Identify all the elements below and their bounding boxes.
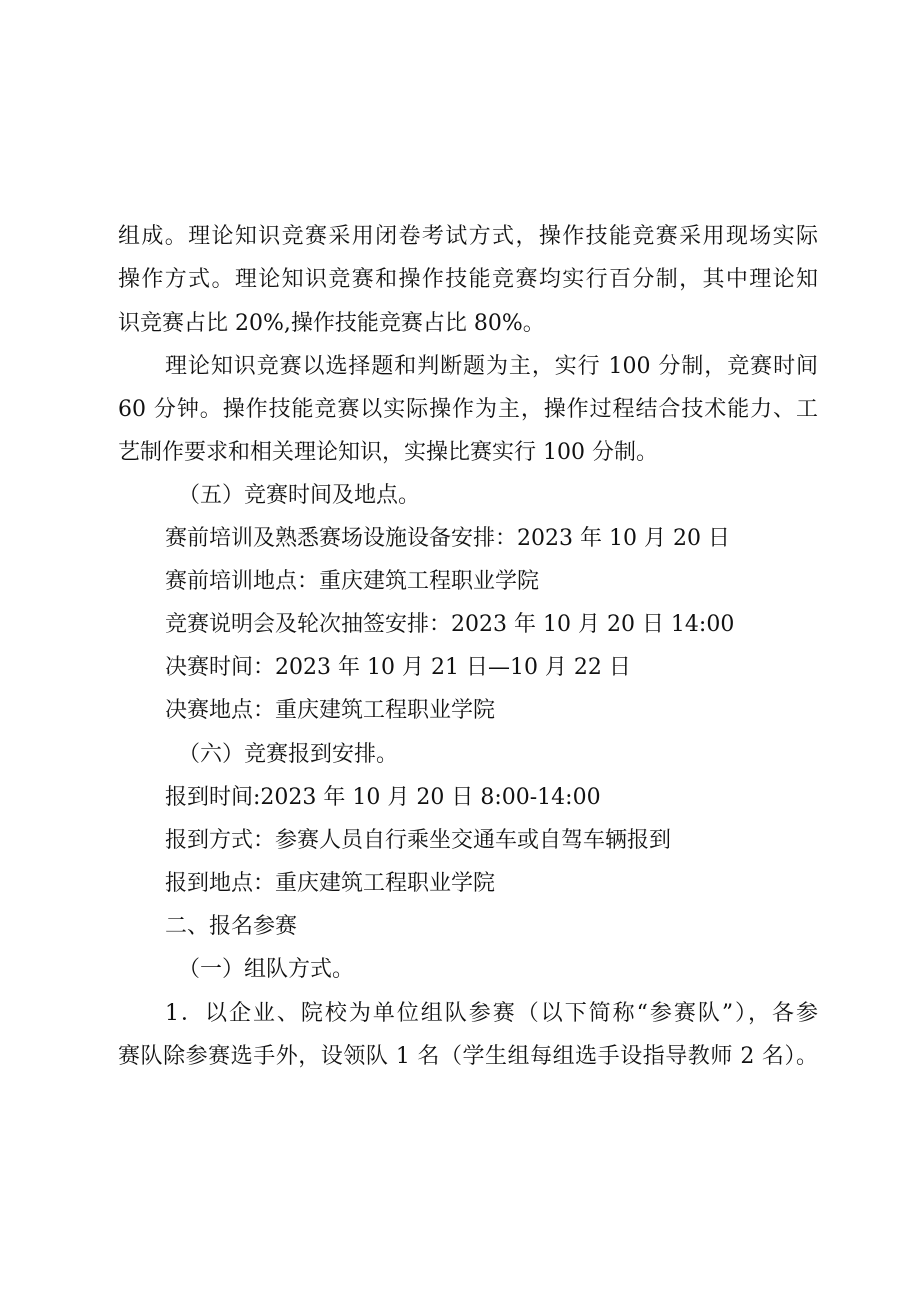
section-heading-time-location: （五）竞赛时间及地点。 <box>178 483 421 508</box>
item-registration-time: 报到时间:2023 年 10 月 20 日 8:00-14:00 <box>165 785 601 810</box>
paragraph-competition-format-line2: 操作方式。理论知识竞赛和操作技能竞赛均实行百分制，其中理论知 <box>118 267 818 292</box>
item-registration-location: 报到地点：重庆建筑工程职业学院 <box>165 871 496 896</box>
section-heading-registration-arrangement: （六）竞赛报到安排。 <box>178 742 399 767</box>
part-heading-registration: 二、报名参赛 <box>165 914 298 939</box>
paragraph-competition-format-line1: 组成。理论知识竞赛采用闭卷考试方式，操作技能竞赛采用现场实际 <box>118 224 818 249</box>
item-pre-training-schedule: 赛前培训及熟悉赛场设施设备安排：2023 年 10 月 20 日 <box>165 526 730 551</box>
item-registration-method: 报到方式：参赛人员自行乘坐交通车或自驾车辆报到 <box>165 828 672 853</box>
subsection-heading-team-formation: （一）组队方式。 <box>178 957 355 982</box>
paragraph-team-formation-line2: 赛队除参赛选手外，设领队 1 名（学生组每组选手设指导教师 2 名）。 <box>118 1044 818 1069</box>
paragraph-theory-exam-line3: 艺制作要求和相关理论知识，实操比赛实行 100 分制。 <box>118 440 658 465</box>
item-pre-training-location: 赛前培训地点：重庆建筑工程职业学院 <box>165 569 540 594</box>
item-final-time: 决赛时间：2023 年 10 月 21 日—10 月 22 日 <box>165 655 631 680</box>
paragraph-theory-exam-line2: 60 分钟。操作技能竞赛以实际操作为主，操作过程结合技术能力、工 <box>118 397 818 422</box>
item-briefing-draw-schedule: 竞赛说明会及轮次抽签安排：2023 年 10 月 20 日 14:00 <box>165 612 735 637</box>
paragraph-team-formation-line1: 1．以企业、院校为单位组队参赛（以下简称“参赛队”），各参 <box>165 1001 818 1026</box>
paragraph-theory-exam-line1: 理论知识竞赛以选择题和判断题为主，实行 100 分制，竞赛时间 <box>165 354 818 379</box>
paragraph-competition-format-line3: 识竞赛占比 20%,操作技能竞赛占比 80%。 <box>118 311 545 336</box>
item-final-location: 决赛地点：重庆建筑工程职业学院 <box>165 698 496 723</box>
